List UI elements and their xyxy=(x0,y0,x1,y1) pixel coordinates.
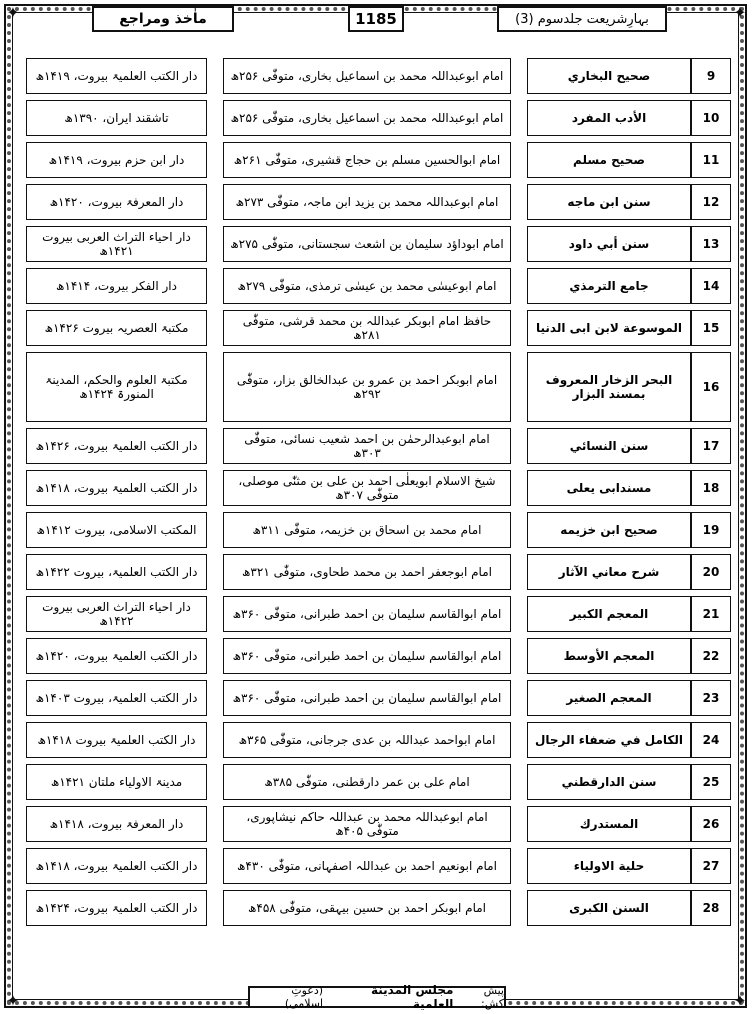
table-row xyxy=(26,428,731,464)
publisher-cell: دار احیاء التراث العربی بیروت ۱۴۲۲ھ xyxy=(26,596,207,632)
row-number: 17 xyxy=(691,428,731,464)
publisher-cell: مکتبۃ العصریہ بیروت ۱۴۲۶ھ xyxy=(26,310,207,346)
title-cell: سنن النسائي xyxy=(527,428,691,464)
section-title: ماٰخذ ومراجع xyxy=(92,6,234,32)
table-row xyxy=(26,806,731,842)
publisher-cell: دار ابن حزم بیروت، ۱۴۱۹ھ xyxy=(26,142,207,178)
row-number: 20 xyxy=(691,554,731,590)
column-gap xyxy=(511,100,527,136)
table-row xyxy=(26,512,731,548)
author-cell: امام ابوعبداللہ محمد بن عبداللہ حاکم نیشاپوری، متوفّٰی ۴۰۵ھ xyxy=(223,806,511,842)
footer-suffix: (دعوتِ اسلامی) xyxy=(284,984,324,1010)
row-number: 13 xyxy=(691,226,731,262)
column-gap xyxy=(511,638,527,674)
publisher-cell: دار الکتب العلمیۃ، بیروت ۱۴۲۲ھ xyxy=(26,554,207,590)
column-gap xyxy=(511,512,527,548)
column-gap xyxy=(511,806,527,842)
column-gap xyxy=(207,638,223,674)
title-cell: الكامل في ضعفاء الرجال xyxy=(527,722,691,758)
author-cell: شیخ الاسلام ابویعلٰی احمد بن علی بن مثنّٰی موصلی، متوفّٰی ۳۰۷ھ xyxy=(223,470,511,506)
table-row xyxy=(26,142,731,178)
table-row xyxy=(26,184,731,220)
corner-ornament-icon: ✦ xyxy=(733,3,747,22)
column-gap xyxy=(511,764,527,800)
row-number: 12 xyxy=(691,184,731,220)
publisher-cell: دار الکتب العلمیۃ بیروت، ۱۴۲۴ھ xyxy=(26,890,207,926)
publisher-cell: دار المعرفۃ بیروت، ۱۴۲۰ھ xyxy=(26,184,207,220)
row-number: 26 xyxy=(691,806,731,842)
references-table xyxy=(26,52,731,932)
row-number: 25 xyxy=(691,764,731,800)
publisher-cell: المکتب الاسلامی، بیروت ۱۴۱۲ھ xyxy=(26,512,207,548)
row-number: 22 xyxy=(691,638,731,674)
row-number: 15 xyxy=(691,310,731,346)
title-cell: صحيح مسلم xyxy=(527,142,691,178)
publisher-cell: دار الکتب العلمیۃ بیروت، ۱۴۲۶ھ xyxy=(26,428,207,464)
title-cell: المعجم الأوسط xyxy=(527,638,691,674)
row-number: 16 xyxy=(691,352,731,422)
table-row xyxy=(26,722,731,758)
column-gap xyxy=(207,352,223,422)
table-row xyxy=(26,764,731,800)
author-cell: امام ابوالقاسم سلیمان بن احمد طبرانی، متوفّٰی ۳۶۰ھ xyxy=(223,680,511,716)
column-gap xyxy=(511,226,527,262)
author-cell: امام محمد بن اسحاق بن خزیمہ، متوفّٰی ۳۱۱ھ xyxy=(223,512,511,548)
author-cell: امام ابونعیم احمد بن عبداللہ اصفہانی، متوفّٰی ۴۳۰ھ xyxy=(223,848,511,884)
publisher-cell: تاشقند ایران، ۱۳۹۰ھ xyxy=(26,100,207,136)
column-gap xyxy=(511,142,527,178)
title-cell: سنن ابن ماجه xyxy=(527,184,691,220)
publisher-cell: مکتبۃ العلوم والحکم، المدینۃ المنورۃ ۱۴۲۴ھ xyxy=(26,352,207,422)
column-gap xyxy=(207,596,223,632)
table-row xyxy=(26,470,731,506)
column-gap xyxy=(511,310,527,346)
column-gap xyxy=(511,722,527,758)
table-row xyxy=(26,310,731,346)
table-row xyxy=(26,848,731,884)
author-cell: امام ابوجعفر احمد بن محمد طحاوی، متوفّٰی ۳۲۱ھ xyxy=(223,554,511,590)
column-gap xyxy=(207,764,223,800)
corner-ornament-icon: ✦ xyxy=(733,991,747,1010)
publisher-cell: دار المعرفۃ بیروت، ۱۴۱۸ھ xyxy=(26,806,207,842)
column-gap xyxy=(511,268,527,304)
footer-credit xyxy=(248,983,506,1011)
title-cell: الموسوعة لابن ابى الدنيا xyxy=(527,310,691,346)
publisher-cell: دار احیاء التراث العربی بیروت ۱۴۲۱ھ xyxy=(26,226,207,262)
author-cell: امام ابوعبداللہ محمد بن اسماعیل بخاری، متوفّٰی ۲۵۶ھ xyxy=(223,100,511,136)
row-number: 10 xyxy=(691,100,731,136)
column-gap xyxy=(511,680,527,716)
author-cell: امام ابوبکر احمد بن حسین بیہقی، متوفّٰی ۴۵۸ھ xyxy=(223,890,511,926)
column-gap xyxy=(207,806,223,842)
row-number: 28 xyxy=(691,890,731,926)
column-gap xyxy=(511,184,527,220)
column-gap xyxy=(511,470,527,506)
title-cell: المستدرك xyxy=(527,806,691,842)
corner-ornament-icon: ✦ xyxy=(6,991,20,1010)
column-gap xyxy=(207,142,223,178)
row-number: 23 xyxy=(691,680,731,716)
column-gap xyxy=(207,512,223,548)
column-gap xyxy=(511,848,527,884)
table-row xyxy=(26,890,731,926)
publisher-cell: دار الکتب العلمیۃ بیروت، ۱۴۲۰ھ xyxy=(26,638,207,674)
row-number: 9 xyxy=(691,58,731,94)
column-gap xyxy=(207,722,223,758)
title-cell: سنن أبي داود xyxy=(527,226,691,262)
column-gap xyxy=(207,184,223,220)
table-row xyxy=(26,352,731,422)
author-cell: امام ابوعبداللہ محمد بن یزید ابن ماجہ، متوفّٰی ۲۷۳ھ xyxy=(223,184,511,220)
author-cell: امام ابوالقاسم سلیمان بن احمد طبرانی، متوفّٰی ۳۶۰ھ xyxy=(223,596,511,632)
publisher-cell: دار الکتب العلمیۃ بیروت، ۱۴۱۸ھ xyxy=(26,470,207,506)
author-cell: امام علی بن عمر دارقطنی، متوفّٰی ۳۸۵ھ xyxy=(223,764,511,800)
column-gap xyxy=(511,428,527,464)
title-cell: صحيح ابن خزيمه xyxy=(527,512,691,548)
column-gap xyxy=(207,470,223,506)
column-gap xyxy=(207,268,223,304)
column-gap xyxy=(207,310,223,346)
column-gap xyxy=(511,890,527,926)
publisher-cell: دار الکتب العلمیۃ، بیروت ۱۴۰۳ھ xyxy=(26,680,207,716)
column-gap xyxy=(207,680,223,716)
title-cell: المعجم الصغير xyxy=(527,680,691,716)
column-gap xyxy=(207,890,223,926)
title-cell: شرح معاني الآثار xyxy=(527,554,691,590)
column-gap xyxy=(511,554,527,590)
title-cell: السنن الكبرى xyxy=(527,890,691,926)
title-cell: مسندابى يعلى xyxy=(527,470,691,506)
title-cell: سنن الدارقطني xyxy=(527,764,691,800)
column-gap xyxy=(207,58,223,94)
column-gap xyxy=(207,428,223,464)
author-cell: امام ابوالقاسم سلیمان بن احمد طبرانی، متوفّٰی ۳۶۰ھ xyxy=(223,638,511,674)
table-row xyxy=(26,680,731,716)
publisher-cell: مدینۃ الاولیاء ملتان ۱۴۲۱ھ xyxy=(26,764,207,800)
author-cell: امام ابوعیسٰی محمد بن عیسٰی ترمذی، متوفّٰی ۲۷۹ھ xyxy=(223,268,511,304)
book-title: بہارِشریعت جلدسوم (3) xyxy=(497,6,667,32)
table-row xyxy=(26,58,731,94)
title-cell: البحر الزخار المعروف بمسند البزار xyxy=(527,352,691,422)
column-gap xyxy=(207,848,223,884)
author-cell: حافظ امام ابوبکر عبداللہ بن محمد قرشی، متوفّٰی ۲۸۱ھ xyxy=(223,310,511,346)
author-cell: امام ابوداؤد سلیمان بن اشعث سجستانی، متوفّٰی ۲۷۵ھ xyxy=(223,226,511,262)
title-cell: الأدب المفرد xyxy=(527,100,691,136)
row-number: 21 xyxy=(691,596,731,632)
column-gap xyxy=(207,554,223,590)
page-number: 1185 xyxy=(348,6,404,32)
title-cell: صحيح البخاري xyxy=(527,58,691,94)
author-cell: امام ابواحمد عبداللہ بن عدی جرجانی، متوفّٰی ۳۶۵ھ xyxy=(223,722,511,758)
table-row xyxy=(26,638,731,674)
row-number: 14 xyxy=(691,268,731,304)
row-number: 11 xyxy=(691,142,731,178)
column-gap xyxy=(207,100,223,136)
author-cell: امام ابوالحسین مسلم بن حجاج قشیری، متوفّٰی ۲۶۱ھ xyxy=(223,142,511,178)
column-gap xyxy=(207,226,223,262)
publisher-cell: دار الکتب العلمیۃ بیروت، ۱۴۱۸ھ xyxy=(26,848,207,884)
title-cell: المعجم الكبير xyxy=(527,596,691,632)
publisher-cell: دار الکتب العلمیۃ بیروت، ۱۴۱۹ھ xyxy=(26,58,207,94)
table-row xyxy=(26,100,731,136)
row-number: 27 xyxy=(691,848,731,884)
title-cell: جامع الترمذي xyxy=(527,268,691,304)
corner-ornament-icon: ✦ xyxy=(6,3,20,22)
author-cell: امام ابوبکر احمد بن عمرو بن عبدالخالق بزار، متوفّٰی ۲۹۲ھ xyxy=(223,352,511,422)
column-gap xyxy=(511,596,527,632)
footer-org: مجلس المدينة العلمية xyxy=(371,983,454,1011)
row-number: 19 xyxy=(691,512,731,548)
table-row xyxy=(26,596,731,632)
publisher-cell: دار الفکر بیروت، ۱۴۱۴ھ xyxy=(26,268,207,304)
column-gap xyxy=(511,58,527,94)
row-number: 24 xyxy=(691,722,731,758)
title-cell: حلية الاولياء xyxy=(527,848,691,884)
publisher-cell: دار الکتب العلمیۃ بیروت ۱۴۱۸ھ xyxy=(26,722,207,758)
table-row xyxy=(26,268,731,304)
author-cell: امام ابوعبدالرحمٰن بن احمد شعیب نسائی، متوفّٰی ۳۰۳ھ xyxy=(223,428,511,464)
table-row xyxy=(26,554,731,590)
column-gap xyxy=(511,352,527,422)
row-number: 18 xyxy=(691,470,731,506)
author-cell: امام ابوعبداللہ محمد بن اسماعیل بخاری، متوفّٰی ۲۵۶ھ xyxy=(223,58,511,94)
footer-prefix: پیش کش: xyxy=(481,984,504,1010)
table-row xyxy=(26,226,731,262)
